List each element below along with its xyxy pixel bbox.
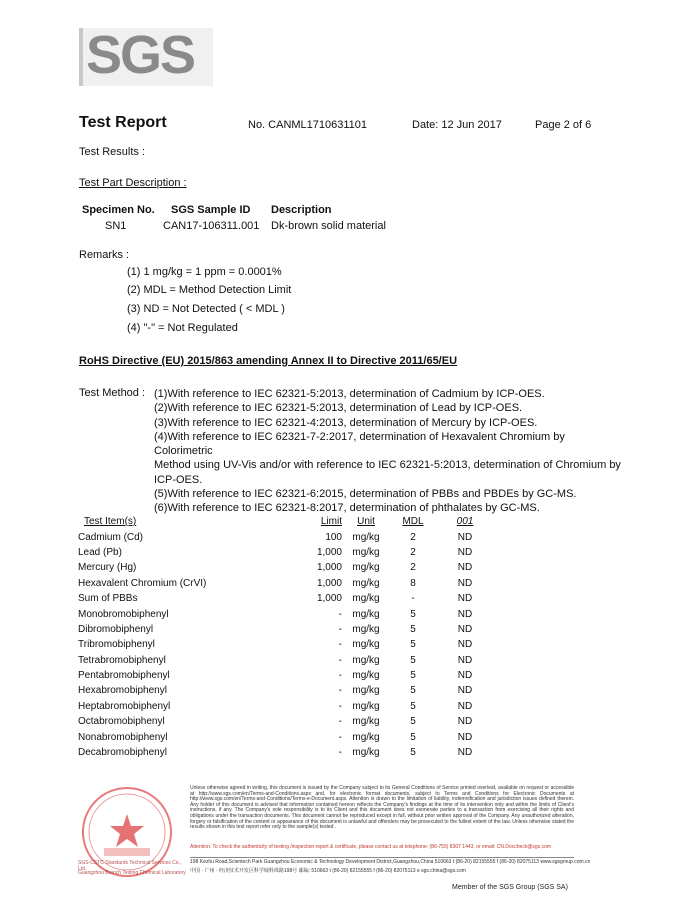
results-header-row (78, 514, 494, 529)
result-row (78, 729, 494, 744)
description-value: Dk-brown solid material (271, 220, 386, 232)
result-limit: 100 (325, 531, 342, 543)
result-value: ND (457, 685, 473, 697)
remark-item: (3) ND = Not Detected ( < MDL ) (127, 303, 285, 315)
result-row (78, 576, 494, 591)
test-method-line: (1)With reference to IEC 62321-5:2013, determination of Cadmium by ICP-OES. (154, 388, 545, 400)
result-value: ND (457, 716, 473, 728)
result-value: ND (457, 747, 473, 759)
result-mdl: 2 (410, 531, 416, 543)
result-limit: - (338, 623, 342, 635)
result-unit: mg/kg (352, 700, 380, 712)
result-item-name: Cadmium (Cd) (78, 531, 144, 543)
result-value: ND (457, 531, 473, 543)
test-method-lines (154, 387, 624, 516)
result-item-name: Monobromobiphenyl (78, 608, 169, 620)
result-value: ND (457, 562, 473, 574)
result-item-name: Sum of PBBs (78, 593, 138, 605)
report-title: Test Report (79, 114, 167, 131)
result-item-name: Lead (Pb) (78, 546, 122, 558)
result-limit: - (338, 639, 342, 651)
result-item-name: Hexabromobiphenyl (78, 685, 167, 697)
result-value: ND (457, 546, 473, 558)
footer-disclaimer: Unless otherwise agreed in writing, this document is issued by the Company subject to its General Conditions of Service printed overleaf, available on request or accessible at http://www.sgs.com/en/Terms-and-Conditions.aspx and, for electronic format documents, subject to Terms and Conditions for Electronic Documents at http://www.sgs.com/en/Terms-and-Conditions/Terms-e-Document.aspx. Attention is drawn to the limitation of liability, indemnification and jurisdiction issues defined therein. Any holder of this document is advised that information contained hereon reflects the Company's findings at the time of its intervention only and within the limits of Client's instructions, if any. The Company's sole responsibility is to its Client and this document does not exonerate parties to a transaction from exercising all their rights and obligations under the transaction documents. This document cannot be reproduced except in full, without prior written approval of the Company. Any unauthorized alteration, forgery or falsification of the content or appearance of this document is unlawful and offenders may be prosecuted to the fullest extent of the law. Unless otherwise stated the results shown in this test report refer only to the sample(s) tested . (190, 785, 574, 831)
directive-heading: RoHS Directive (EU) 2015/863 amending Annex II to Directive 2011/65/EU (79, 355, 458, 367)
result-limit: - (338, 700, 342, 712)
result-value: ND (457, 608, 473, 620)
result-value: ND (457, 700, 473, 712)
result-unit: mg/kg (352, 577, 380, 589)
test-method-line: (5)With reference to IEC 62321-6:2015, determination of PBBs and PBDEs by GC-MS. (154, 488, 577, 501)
result-unit: mg/kg (352, 685, 380, 697)
result-row (78, 529, 494, 544)
result-limit: - (338, 747, 342, 759)
result-value: ND (457, 654, 473, 666)
sample-id-value: CAN17-106311.001 (163, 220, 260, 232)
part-description-heading: Test Part Description : (79, 177, 187, 189)
test-method-line: (2)With reference to IEC 62321-5:2013, determination of Lead by ICP-OES. (154, 402, 523, 415)
result-row (78, 714, 494, 729)
result-row (78, 591, 494, 606)
result-row (78, 668, 494, 683)
result-mdl: 2 (410, 546, 416, 558)
result-unit: mg/kg (352, 639, 380, 651)
result-unit: mg/kg (352, 546, 380, 558)
result-limit: - (338, 608, 342, 620)
col-description: Description (271, 204, 332, 216)
header-mdl: MDL (402, 516, 424, 528)
logo-stripe (79, 28, 83, 86)
test-method-line: (3)With reference to IEC 62321-4:2013, determination of Mercury by ICP-OES. (154, 416, 538, 429)
result-item-name: Hexavalent Chromium (CrVI) (78, 577, 207, 589)
page-number: Page 2 of 6 (535, 119, 592, 131)
result-mdl: 5 (410, 731, 416, 743)
result-mdl: - (411, 593, 415, 605)
footer-address-cn: 中国 · 广州 · 经济技术开发区科学城科珠路198号 邮编: 510663 t (86-20) 82155555 f (86-20) 82075113 e sgs.china@sgs.com (190, 868, 466, 874)
remark-item: (2) MDL = Method Detection Limit (127, 284, 292, 296)
result-item-name: Pentabromobiphenyl (78, 670, 170, 682)
result-row (78, 745, 494, 760)
result-mdl: 5 (410, 716, 416, 728)
result-limit: - (338, 685, 342, 697)
result-unit: mg/kg (352, 654, 380, 666)
result-item-name: Tetrabromobiphenyl (78, 654, 166, 666)
result-value: ND (457, 731, 473, 743)
result-row (78, 653, 494, 668)
test-method-line: (6)With reference to IEC 62321-8:2017, determination of phthalates by GC-MS. (154, 502, 540, 515)
result-value: ND (457, 639, 473, 651)
result-mdl: 5 (410, 623, 416, 635)
result-value: ND (457, 670, 473, 682)
footer-divider (190, 857, 574, 858)
result-item-name: Nonabromobiphenyl (78, 731, 168, 743)
result-item-name: Heptabromobiphenyl (78, 700, 171, 712)
result-item-name: Decabromobiphenyl (78, 747, 167, 759)
result-unit: mg/kg (352, 593, 380, 605)
result-unit: mg/kg (352, 562, 380, 574)
header-sample-001: 001 (456, 516, 474, 528)
remark-item: (4) "-" = Not Regulated (127, 322, 238, 334)
test-method-line: Method using UV-Vis and/or with reference to IEC 62321-5:2013, determination of Chromium by (154, 459, 621, 472)
result-item-name: Octabromobiphenyl (78, 716, 165, 728)
result-row (78, 560, 494, 575)
results-table (78, 514, 494, 760)
result-row (78, 545, 494, 560)
result-row (78, 683, 494, 698)
header-test-items: Test Item(s) (84, 516, 137, 528)
result-unit: mg/kg (352, 623, 380, 635)
remark-item: (1) 1 mg/kg = 1 ppm = 0.0001% (127, 266, 282, 278)
sgs-logo-text: SGS (86, 25, 195, 85)
result-limit: 1,000 (316, 546, 342, 558)
result-mdl: 5 (410, 747, 416, 759)
result-unit: mg/kg (352, 731, 380, 743)
result-value: ND (457, 623, 473, 635)
result-mdl: 5 (410, 639, 416, 651)
test-method-line: ICP-OES. (154, 473, 203, 486)
result-row (78, 622, 494, 637)
stamp-line: SGS-CSTC Standards Technical Services Co., Ltd. (78, 860, 182, 872)
result-item-name: Tribromobiphenyl (78, 639, 155, 651)
result-unit: mg/kg (352, 747, 380, 759)
sgs-member-note: Member of the SGS Group (SGS SA) (452, 884, 568, 891)
test-method-line: (4)With reference to IEC 62321-7-2:2017, determination of Hexavalent Chromium by Colorimetric (154, 430, 565, 458)
remarks-label: Remarks : (79, 249, 130, 261)
result-limit: - (338, 716, 342, 728)
result-unit: mg/kg (352, 670, 380, 682)
result-item-name: Mercury (Hg) (78, 562, 137, 574)
footer-address-en: 198 Kezhu Road,Scientech Park Guangzhou Economic & Technology Development District,Guangzhou,China 510663 t (86-20) 82155555 f (86-20) 82075113 www.sgsgroup.com.cn (190, 859, 591, 865)
report-number: No. CANML1710631101 (248, 119, 368, 131)
result-item-name: Dibromobiphenyl (78, 623, 154, 635)
result-mdl: 5 (410, 670, 416, 682)
test-method-label: Test Method : (79, 387, 146, 399)
result-mdl: 5 (410, 654, 416, 666)
result-row (78, 606, 494, 621)
result-mdl: 5 (410, 608, 416, 620)
result-limit: - (338, 654, 342, 666)
result-unit: mg/kg (352, 531, 380, 543)
result-limit: 1,000 (316, 577, 342, 589)
result-unit: mg/kg (352, 608, 380, 620)
result-mdl: 8 (410, 577, 416, 589)
result-limit: 1,000 (316, 593, 342, 605)
specimen-no-value: SN1 (105, 220, 127, 232)
result-limit: - (338, 670, 342, 682)
col-specimen-no: Specimen No. (82, 204, 155, 216)
header-unit: Unit (357, 516, 375, 528)
test-results-label: Test Results : (79, 146, 146, 158)
report-date: Date: 12 Jun 2017 (412, 119, 502, 131)
footer-attention: Attention: To check the authenticity of testing /inspection report & certificate, please contact us at telephone: (86-755) 8307 1443, or email: CN.Doccheck@sgs.com (190, 844, 552, 850)
result-mdl: 5 (410, 700, 416, 712)
result-value: ND (457, 593, 473, 605)
result-limit: - (338, 731, 342, 743)
result-value: ND (457, 577, 473, 589)
result-mdl: 2 (410, 562, 416, 574)
stamp-line: Guangzhou Branch Testing Chemical Laboratory (78, 870, 186, 876)
header-limit: Limit (320, 516, 342, 528)
col-sgs-sample-id: SGS Sample ID (171, 204, 251, 216)
result-mdl: 5 (410, 685, 416, 697)
result-limit: 1,000 (316, 562, 342, 574)
result-row (78, 637, 494, 652)
result-row (78, 699, 494, 714)
result-unit: mg/kg (352, 716, 380, 728)
